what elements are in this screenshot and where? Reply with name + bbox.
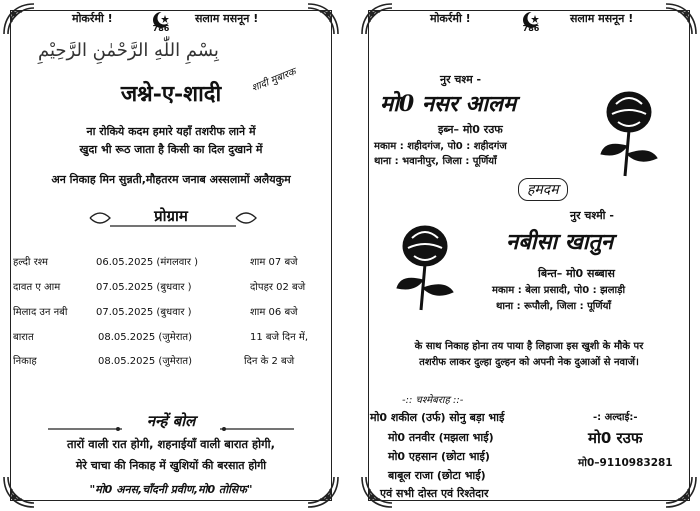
relative-item: बाबूल राजा (छोटा भाई) — [388, 469, 486, 482]
message-line: तशरीफ लाकर दुल्हा दुल्हन को अपनी नेक दुआओं से नवाजें। — [419, 357, 639, 368]
ornament-corner-icon — [306, 2, 340, 36]
kids-names: "मो0 अनस,चाँदनी प्रवीण,मो0 तोसिफ" — [89, 483, 253, 496]
kids-line: मेरे चाचा की निकाह में खुशियों की बरसात होगी — [75, 459, 267, 472]
card-gap — [342, 0, 358, 511]
schedule-time: 11 बजे दिन में, — [250, 332, 308, 343]
schedule-time: दोपहर 02 बजे — [250, 282, 306, 293]
stamp-text: शादी मुबारक — [250, 66, 298, 95]
relative-item: मो0 तनवीर (मझला भाई) — [388, 431, 494, 444]
bride-address: थाना : रूपौली, जिला : पूर्णियाँ — [496, 301, 612, 312]
host-phone: मो0–9110983281 — [578, 457, 673, 469]
schedule-date: 07.05.2025 (बुधवार ) — [96, 307, 192, 318]
intro-line: खुदा भी रूठ जाता है किसी का दिल दुखाने में — [79, 143, 263, 156]
host-name: मो0 रउफ — [588, 429, 643, 447]
groom-label: नुर चश्म - — [440, 73, 482, 86]
kids-heading: नन्हें बोल — [146, 412, 196, 430]
bride-father: बिन्त– मो0 सब्बास — [538, 267, 615, 280]
page-title: जश्ने-ए-शादी — [120, 81, 222, 107]
schedule-time: दिन के 2 बजे — [244, 356, 295, 367]
rose-icon — [388, 220, 462, 312]
schedule-event: हल्दी रश्म — [13, 257, 49, 268]
bride-name: नबीसा खातुन — [506, 229, 614, 255]
left-card — [0, 0, 342, 511]
crescent-star-icon — [520, 6, 542, 36]
relative-item: मो0 शकील (उर्फ) सोनु बड़ा भाई — [370, 411, 505, 424]
intro-line: ना रोकिये कदम हमारे यहाँ तशरीफ लाने में — [86, 125, 256, 138]
schedule-date: 08.05.2025 (जुमेरात) — [98, 332, 193, 343]
relatives-heading: -:: चश्मेबराह ::- — [402, 395, 464, 406]
groom-address: मकाम : शहीदगंज, पो0 : शहीदगंज — [374, 141, 507, 152]
schedule-date: 07.05.2025 (बुधवार ) — [96, 282, 192, 293]
right-card — [358, 0, 700, 511]
schedule-event: बारात — [13, 332, 34, 343]
schedule-event: निकाह — [13, 356, 37, 367]
relative-item: मो0 एहसान (छोटा भाई) — [388, 450, 490, 463]
intro-line: अन निकाह मिन सुन्नती,मौहतरम जनाब अस्सलामों अलैयकुम — [51, 173, 291, 186]
message-line: के साथ निकाह होना तय पाया है लिहाजा इस खुशी के मौके पर — [414, 341, 644, 352]
schedule-event: मिलाद उन नबी — [13, 307, 68, 318]
logo-number: 786 — [152, 24, 170, 33]
schedule-event: दावत ए आम — [13, 282, 61, 293]
groom-address: थाना : भवानीपुर, जिला : पूर्णियाँ — [374, 156, 497, 167]
groom-father: इब्न– मो0 रउफ — [438, 123, 503, 136]
greeting-right: सलाम मसनून ! — [570, 12, 634, 25]
rose-icon — [592, 86, 666, 178]
kids-line: तारों वाली रात होगी, शहनाईयाँ वाली बारात होगी, — [67, 437, 275, 451]
greeting-left: मोकर्रमी ! — [430, 12, 471, 25]
ornament-corner-icon — [664, 475, 698, 509]
schedule-time: शाम 06 बजे — [250, 307, 298, 318]
schedule-time: शाम 07 बजे — [250, 257, 298, 268]
program-heading: प्रोग्राम — [154, 207, 188, 225]
bride-label: नुर चश्मी - — [570, 209, 614, 222]
schedule-date: 08.05.2025 (जुमेरात) — [98, 356, 193, 367]
crescent-star-icon — [150, 6, 172, 36]
host-label: -: अल्दाई:- — [593, 412, 638, 423]
greeting-right: सलाम मसनून ! — [195, 12, 259, 25]
hamdam-label: हमदम — [518, 178, 568, 201]
logo-number: 786 — [522, 24, 540, 33]
relative-item: एवं सभी दोस्त एवं रिश्तेदार — [380, 487, 489, 500]
greeting-left: मोकर्रमी ! — [72, 12, 113, 25]
ornament-corner-icon — [360, 2, 394, 36]
bride-address: मकाम : बेला प्रसादी, पो0 : झलाड़ी — [492, 285, 626, 296]
ornament-corner-icon — [664, 2, 698, 36]
schedule-date: 06.05.2025 (मंगलवार ) — [96, 257, 199, 268]
bismillah-calligraphy: بِسْمِ اللّٰهِ الرَّحْمٰنِ الرَّحِيْمِ — [38, 40, 219, 61]
groom-name: मो0 नसर आलम — [380, 91, 517, 117]
ornament-corner-icon — [2, 2, 36, 36]
